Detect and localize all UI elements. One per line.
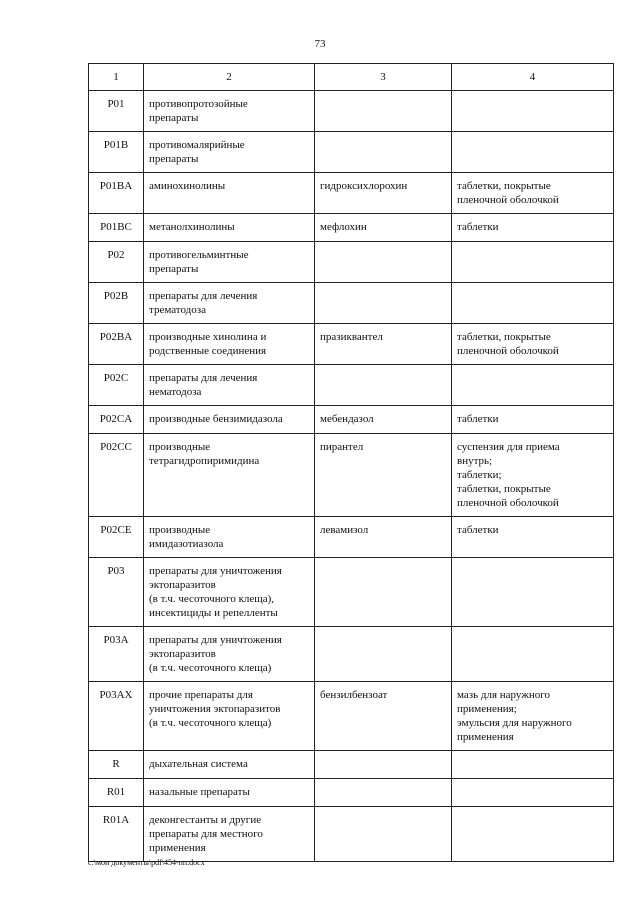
code-cell: P02 xyxy=(89,242,144,283)
table-row xyxy=(89,682,614,751)
table-row xyxy=(89,365,614,406)
form-cell xyxy=(452,558,614,627)
drug-cell xyxy=(315,558,452,627)
drug-cell xyxy=(315,627,452,682)
group-cell: деконгестанты и другие препараты для местного применения xyxy=(144,807,315,862)
drug-cell xyxy=(315,779,452,807)
group-cell: препараты для уничтожения эктопаразитов (в т.ч. чесоточного клеща), инсектициды и репелленты xyxy=(144,558,315,627)
code-cell: P01BA xyxy=(89,173,144,214)
drug-cell: гидроксихлорохин xyxy=(315,173,452,214)
form-cell xyxy=(452,365,614,406)
code-cell: P01 xyxy=(89,91,144,132)
code-cell: R xyxy=(89,751,144,779)
drug-cell: мебендазол xyxy=(315,406,452,434)
table-row xyxy=(89,517,614,558)
drug-cell xyxy=(315,91,452,132)
table-row xyxy=(89,558,614,627)
table-row xyxy=(89,434,614,517)
group-cell: препараты для лечения трематодоза xyxy=(144,283,315,324)
form-cell xyxy=(452,91,614,132)
group-cell: аминохинолины xyxy=(144,173,315,214)
form-cell: таблетки xyxy=(452,214,614,242)
form-cell: таблетки, покрытые пленочной оболочкой xyxy=(452,173,614,214)
group-cell: дыхательная система xyxy=(144,751,315,779)
table-row xyxy=(89,627,614,682)
form-cell xyxy=(452,807,614,862)
footer-file-path: c:\мои документы\pdf\454-пп.docx xyxy=(88,858,205,867)
group-cell: производные тетрагидропиримидина xyxy=(144,434,315,517)
table-row xyxy=(89,779,614,807)
group-cell: противогельминтные препараты xyxy=(144,242,315,283)
group-cell: производные имидазотиазола xyxy=(144,517,315,558)
header-cell-2: 2 xyxy=(144,64,315,91)
code-cell: P02BA xyxy=(89,324,144,365)
group-cell: противомалярийные препараты xyxy=(144,132,315,173)
table-row xyxy=(89,406,614,434)
form-cell: таблетки xyxy=(452,406,614,434)
code-cell: P02CC xyxy=(89,434,144,517)
code-cell: R01 xyxy=(89,779,144,807)
drug-cell xyxy=(315,242,452,283)
form-cell xyxy=(452,779,614,807)
table-row xyxy=(89,173,614,214)
form-cell xyxy=(452,283,614,324)
form-cell: суспензия для приема внутрь; таблетки; таблетки, покрытые пленочной оболочкой xyxy=(452,434,614,517)
drug-cell xyxy=(315,283,452,324)
group-cell: производные хинолина и родственные соединения xyxy=(144,324,315,365)
code-cell: P02C xyxy=(89,365,144,406)
table-row xyxy=(89,242,614,283)
table-row xyxy=(89,91,614,132)
table-row xyxy=(89,132,614,173)
group-cell: препараты для лечения нематодоза xyxy=(144,365,315,406)
table-row xyxy=(89,214,614,242)
drug-cell: празиквантел xyxy=(315,324,452,365)
code-cell: P03A xyxy=(89,627,144,682)
header-cell-4: 4 xyxy=(452,64,614,91)
group-cell: метанолхинолины xyxy=(144,214,315,242)
table-row xyxy=(89,283,614,324)
form-cell xyxy=(452,132,614,173)
code-cell: P03AX xyxy=(89,682,144,751)
drug-cell: бензилбензоат xyxy=(315,682,452,751)
code-cell: P02B xyxy=(89,283,144,324)
group-cell: прочие препараты для уничтожения эктопаразитов (в т.ч. чесоточного клеща) xyxy=(144,682,315,751)
header-row xyxy=(89,64,614,91)
form-cell xyxy=(452,627,614,682)
code-cell: P02CA xyxy=(89,406,144,434)
drug-cell: левамизол xyxy=(315,517,452,558)
header-cell-1: 1 xyxy=(89,64,144,91)
form-cell xyxy=(452,242,614,283)
code-cell: P03 xyxy=(89,558,144,627)
page-number: 73 xyxy=(314,38,326,50)
drug-cell: мефлохин xyxy=(315,214,452,242)
drug-cell: пирантел xyxy=(315,434,452,517)
group-cell: препараты для уничтожения эктопаразитов (в т.ч. чесоточного клеща) xyxy=(144,627,315,682)
form-cell: таблетки xyxy=(452,517,614,558)
table-body xyxy=(89,91,614,862)
form-cell: таблетки, покрытые пленочной оболочкой xyxy=(452,324,614,365)
code-cell: P02CE xyxy=(89,517,144,558)
code-cell: P01BC xyxy=(89,214,144,242)
header-cell-3: 3 xyxy=(315,64,452,91)
drug-cell xyxy=(315,807,452,862)
form-cell: мазь для наружного применения; эмульсия для наружного применения xyxy=(452,682,614,751)
drug-table xyxy=(88,63,614,862)
table-row xyxy=(89,324,614,365)
group-cell: производные бензимидазола xyxy=(144,406,315,434)
drug-cell xyxy=(315,751,452,779)
code-cell: P01B xyxy=(89,132,144,173)
drug-cell xyxy=(315,132,452,173)
code-cell: R01A xyxy=(89,807,144,862)
drug-cell xyxy=(315,365,452,406)
table-row xyxy=(89,807,614,862)
table-row xyxy=(89,751,614,779)
form-cell xyxy=(452,751,614,779)
group-cell: противопротозойные препараты xyxy=(144,91,315,132)
group-cell: назальные препараты xyxy=(144,779,315,807)
